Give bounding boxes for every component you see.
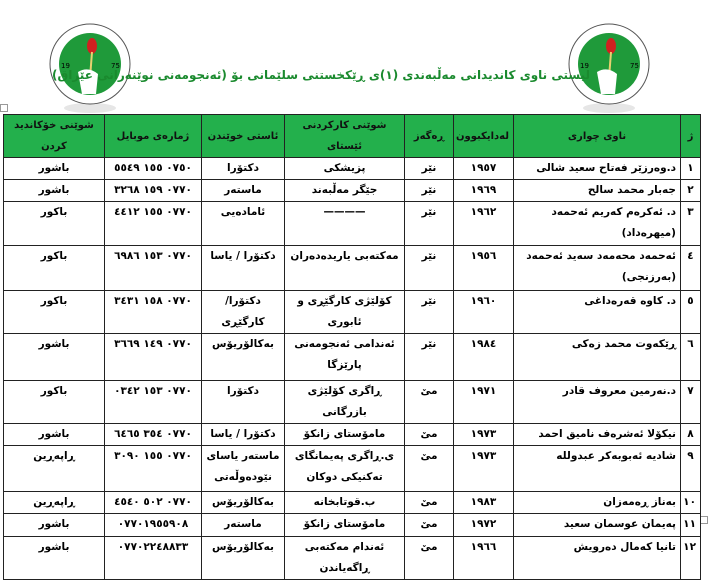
number-cell: ١١ [681, 514, 701, 537]
gender-cell: نێر [405, 246, 454, 291]
mobile-cell: ٠٧٧٠ ١٥٨ ٣٤٣١ [105, 291, 202, 334]
workplace-cell: ئەندام مەکتەبی ڕاگەیاندن [285, 537, 405, 580]
workplace-cell: مامۆستای زانکۆ [285, 424, 405, 446]
header-row [4, 115, 701, 158]
mobile-cell: ٠٧٧٠ ٣٥٤ ٦٤٦٥ [105, 424, 202, 446]
full-name-cell: شادیە ئەبوبەکر عبدوللە [514, 446, 681, 492]
full-name-cell: تانیا کەمال دەرویش [514, 537, 681, 580]
table-row [4, 381, 701, 424]
number-cell: ١ [681, 158, 701, 180]
birth-year-cell: ١٩٦٦ [454, 537, 514, 580]
workplace-cell: ب.قوتابخانە [285, 492, 405, 514]
full-name-cell: پەیمان عوسمان سعید [514, 514, 681, 537]
birth-year-cell: ١٩٨٤ [454, 334, 514, 381]
number-cell: ٢ [681, 180, 701, 202]
number-cell: ٣ [681, 202, 701, 246]
candidacy-location-cell: باکور [4, 291, 105, 334]
header-mobile: ژمارەی موبایل [105, 115, 202, 158]
education-cell: ماستەر [202, 180, 285, 202]
full-name-cell: ئەحمەد محەمەد سەید ئەحمەد (بەرزنجی) [514, 246, 681, 291]
number-cell: ٥ [681, 291, 701, 334]
workplace-cell: ئەندامی ئەنجومەنی پارێزگا [285, 334, 405, 381]
mobile-cell: ٠٧٧٠ ١٥٣ ٠٣٤٢ [105, 381, 202, 424]
svg-text:19: 19 [580, 62, 589, 70]
header-candidacy-location: شوێنی خۆکاندید کردن [4, 115, 105, 158]
table-row [4, 246, 701, 291]
education-cell: ئامادەیی [202, 202, 285, 246]
header-birth-year: لەدایکبوون [454, 115, 514, 158]
svg-text:75: 75 [630, 62, 639, 70]
full-name-cell: د. ئەکرەم کەریم ئەحمەد (میهرەداد) [514, 202, 681, 246]
table-resize-handle[interactable] [700, 516, 708, 524]
education-cell: دکتۆرا / یاسا [202, 424, 285, 446]
table-row [4, 202, 701, 246]
education-cell: ماستەر [202, 514, 285, 537]
full-name-cell: د. کاوە قەرەداغی [514, 291, 681, 334]
candidacy-location-cell: باشور [4, 537, 105, 580]
document-title: لیستی ناوی کاندیدانی مەڵبەندی (١)ی ڕێکخستنی سلێمانی بۆ (ئەنجومەنی نوێنەرانی عێراق) [52, 68, 590, 82]
candidacy-location-cell: باشور [4, 158, 105, 180]
gender-cell: مێ [405, 537, 454, 580]
mobile-cell: ٠٧٧٠ ١٥٩ ٣٢٦٨ [105, 180, 202, 202]
full-name-cell: د.وەرزێر فەتاح سعید شالی [514, 158, 681, 180]
birth-year-cell: ١٩٧٣ [454, 424, 514, 446]
gender-cell: نێر [405, 180, 454, 202]
birth-year-cell: ١٩٥٧ [454, 158, 514, 180]
mobile-cell: ٠٧٥٠ ١٥٥ ٥٥٤٩ [105, 158, 202, 180]
number-cell: ٧ [681, 381, 701, 424]
mobile-cell: ٠٧٧٠ ١٥٣ ٦٩٨٦ [105, 246, 202, 291]
gender-cell: نێر [405, 334, 454, 381]
gender-cell: مێ [405, 446, 454, 492]
table-row [4, 158, 701, 180]
mobile-cell: ٠٧٧٠ ٥٠٢ ٤٥٤٠ [105, 492, 202, 514]
number-cell: ٦ [681, 334, 701, 381]
birth-year-cell: ١٩٦٢ [454, 202, 514, 246]
full-name-cell: بەناز ڕەمەزان [514, 492, 681, 514]
table-row [4, 291, 701, 334]
mobile-cell: ٠٧٧٠١٩٥٥٩٠٨ [105, 514, 202, 537]
candidacy-location-cell: باکور [4, 246, 105, 291]
header-gender: ڕەگەز [405, 115, 454, 158]
table-row [4, 424, 701, 446]
birth-year-cell: ١٩٥٦ [454, 246, 514, 291]
birth-year-cell: ١٩٦٩ [454, 180, 514, 202]
number-cell: ١٠ [681, 492, 701, 514]
full-name-cell: ڕێکەوت محمد زەکی [514, 334, 681, 381]
mobile-cell: ٠٧٧٠ ١٥٥ ٣٠٩٠ [105, 446, 202, 492]
gender-cell: نێر [405, 202, 454, 246]
table-row [4, 334, 701, 381]
education-cell: دکتۆرا [202, 381, 285, 424]
birth-year-cell: ١٩٨٣ [454, 492, 514, 514]
header-education: ئاستی خوێندن [202, 115, 285, 158]
candidacy-location-cell: باشور [4, 424, 105, 446]
gender-cell: نێر [405, 158, 454, 180]
number-cell: ٩ [681, 446, 701, 492]
table-row [4, 492, 701, 514]
gender-cell: مێ [405, 514, 454, 537]
education-cell: بەکالۆریۆس [202, 334, 285, 381]
workplace-cell: مامۆستای زانکۆ [285, 514, 405, 537]
number-cell: ١٢ [681, 537, 701, 580]
candidates-table [3, 114, 701, 580]
mobile-cell: ٠٧٧٠٢٢٤٨٨٣٣ [105, 537, 202, 580]
workplace-cell: کۆلێژی کارگێڕی و ئابوری [285, 291, 405, 334]
birth-year-cell: ١٩٧٢ [454, 514, 514, 537]
table-row [4, 537, 701, 580]
gender-cell: مێ [405, 492, 454, 514]
candidacy-location-cell: باشور [4, 334, 105, 381]
candidacy-location-cell: باکور [4, 202, 105, 246]
birth-year-cell: ١٩٧٣ [454, 446, 514, 492]
header-full-name: ناوی چواری [514, 115, 681, 158]
svg-text:75: 75 [111, 62, 120, 70]
workplace-cell: ی.ڕاگری پەیمانگای تەکنیکی دوکان [285, 446, 405, 492]
full-name-cell: د.نەرمین معروف قادر [514, 381, 681, 424]
gender-cell: نێر [405, 291, 454, 334]
table-row [4, 180, 701, 202]
mobile-cell: ٠٧٧٠ ١٥٥ ٤٤١٢ [105, 202, 202, 246]
birth-year-cell: ١٩٧١ [454, 381, 514, 424]
candidacy-location-cell: باشور [4, 514, 105, 537]
education-cell: دکتۆرا / یاسا [202, 246, 285, 291]
candidacy-location-cell: باکور [4, 381, 105, 424]
gender-cell: مێ [405, 424, 454, 446]
gender-cell: مێ [405, 381, 454, 424]
education-cell: بەکالۆریۆس [202, 537, 285, 580]
workplace-cell: پزیشکی [285, 158, 405, 180]
education-cell: ماستەر یاسای نێودەوڵەتی [202, 446, 285, 492]
header-number: ژ [681, 115, 701, 158]
workplace-cell: مەکتەبی یاریدەدەران [285, 246, 405, 291]
candidacy-location-cell: ڕاپەڕین [4, 492, 105, 514]
header-workplace: شوێنی کارکردنی ئێستای [285, 115, 405, 158]
full-name-cell: جەبار محمد سالح [514, 180, 681, 202]
table-row [4, 446, 701, 492]
table-move-handle[interactable] [0, 104, 8, 112]
candidacy-location-cell: باشور [4, 180, 105, 202]
education-cell: دکتۆرا [202, 158, 285, 180]
number-cell: ٤ [681, 246, 701, 291]
mobile-cell: ٠٧٧٠ ١٤٩ ٣٦٦٩ [105, 334, 202, 381]
workplace-cell: ———— [285, 202, 405, 246]
birth-year-cell: ١٩٦٠ [454, 291, 514, 334]
number-cell: ٨ [681, 424, 701, 446]
svg-text:19: 19 [61, 62, 70, 70]
education-cell: دکتۆرا/ کارگێڕی [202, 291, 285, 334]
workplace-cell: ڕاگری کۆلێژی بازرگانی [285, 381, 405, 424]
full-name-cell: نیکۆلا ئەشرەف نامیق احمد [514, 424, 681, 446]
candidacy-location-cell: ڕاپەڕین [4, 446, 105, 492]
table-row [4, 514, 701, 537]
education-cell: بەکالۆریۆس [202, 492, 285, 514]
workplace-cell: جێگر مەڵبەند [285, 180, 405, 202]
